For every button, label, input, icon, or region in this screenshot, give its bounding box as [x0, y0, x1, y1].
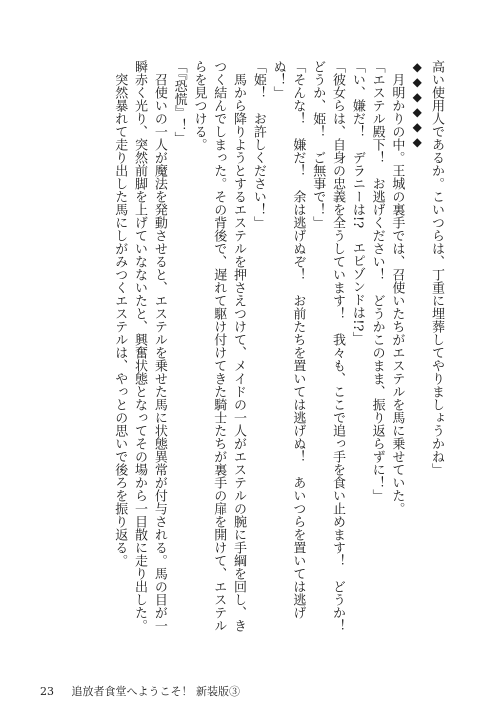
- text-line: 高い使用人であるか。こいつらは、丁重に埋葬してやりましょうかね」: [429, 60, 444, 476]
- text-line: 「姫！ お許しください！」: [250, 60, 266, 229]
- text-line: 召使いの一人が魔法を発動させると、エステルを乗せた馬に状態異常が付与される。馬の目が一: [151, 60, 167, 632]
- text-line: らを見つける。: [191, 60, 207, 151]
- page-number: 23: [40, 685, 54, 698]
- text-line: 「彼女らは、自身の忠義を全うしています！ 我々も、ここで追っ手を食い止めます！ どうか！: [330, 60, 346, 632]
- text-line: 瞬赤く光り、突然前脚を上げていなないたと、興奮状態となってその場から一目散に走り出した。: [132, 60, 148, 632]
- vertical-text-body: [66, 60, 446, 650]
- text-line: 「そんな！ 嫌だ！ 余は逃げぬぞ！ お前たちを置いては逃げぬ！ あいつらを置いては逃げ: [290, 60, 306, 619]
- running-title: 追放者食堂へようこそ！ 新装版③: [71, 685, 240, 698]
- page-footer: [40, 683, 240, 699]
- text-line: ぬ！」: [270, 60, 286, 99]
- text-line: 「エステル殿下！ お逃げください！ どうかこのまま、振り返らずに！」: [369, 60, 385, 502]
- text-line: 突然暴れて走り出した馬にしがみつくエステルは、やっとの思いで後ろを振り返る。: [112, 60, 128, 567]
- scene-break-diamonds: ◆◆◆◆◆◆: [410, 60, 425, 150]
- text-line: 月明かりの中。王城の裏手では、召使いたちがエステルを馬に乗せていた。: [389, 60, 405, 515]
- text-line: つく結んでしまった。その背後で、遅れて駆け付けてきた騎士たちが裏手の扉を開けて、エステル: [211, 60, 227, 632]
- text-line: どうか、姫！ ご無事で！」: [310, 60, 326, 229]
- text-line: 「『恐慌』！」: [171, 60, 187, 145]
- text-line: 馬から降りようとするエステルを押さえつけて、メイドの一人がエステルの腕に手綱を回し、き: [231, 60, 247, 632]
- text-line: 「い、嫌だ！ デラニーは!? エピゾンドは!?」: [349, 60, 365, 345]
